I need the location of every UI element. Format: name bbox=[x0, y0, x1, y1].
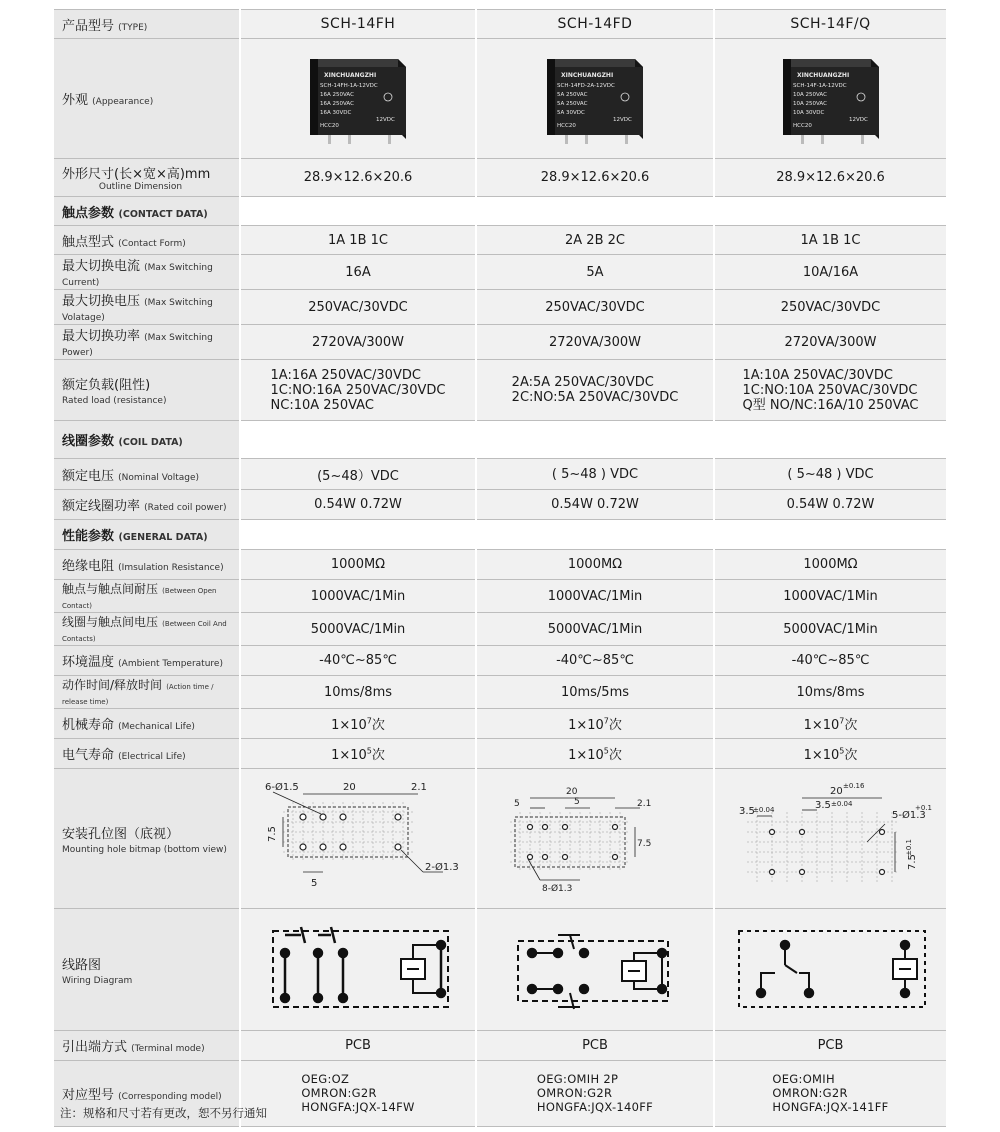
row-contact-form bbox=[54, 226, 946, 255]
svg-text:5A 250VAC: 5A 250VAC bbox=[557, 91, 588, 98]
svg-text:20: 20 bbox=[829, 785, 843, 797]
value: 5000VAC/1Min bbox=[476, 613, 714, 646]
footnote: 注：规格和尺寸若有更改，恕不另行通知 bbox=[60, 1106, 267, 1120]
row-nominal-voltage bbox=[54, 459, 946, 490]
svg-text:±0.04: ±0.04 bbox=[830, 799, 852, 808]
row-dimension bbox=[54, 159, 946, 197]
value: 250VAC/30VDC bbox=[240, 290, 476, 325]
row-label: 额定负载(阻性) Rated load (resistance) bbox=[54, 360, 240, 421]
value: -40℃~85℃ bbox=[476, 646, 714, 676]
row-label: 对应型号 (Corresponding model) bbox=[54, 1061, 240, 1127]
wiring-diagram-2 bbox=[476, 909, 714, 1031]
mounting-diagram-2 bbox=[476, 769, 714, 909]
mounting-diagram-1 bbox=[240, 769, 476, 909]
svg-text:HCC20: HCC20 bbox=[320, 122, 339, 129]
value: 2720VA/300W bbox=[476, 325, 714, 360]
row-label: 环境温度 (Ambient Temperature) bbox=[54, 646, 240, 676]
svg-text:16A 250VAC: 16A 250VAC bbox=[320, 100, 354, 107]
row-elec-life bbox=[54, 739, 946, 769]
model-2: SCH-14FD bbox=[476, 10, 714, 39]
row-rated-load bbox=[54, 360, 946, 421]
svg-text:HCC20: HCC20 bbox=[557, 122, 576, 129]
row-label: 触点型式 (Contact Form) bbox=[54, 226, 240, 255]
svg-text:XINCHUANGZHI: XINCHUANGZHI bbox=[796, 71, 849, 79]
section-contact bbox=[54, 197, 946, 226]
row-max-voltage bbox=[54, 290, 946, 325]
value: 0.54W 0.72W bbox=[476, 490, 714, 520]
row-ambient bbox=[54, 646, 946, 676]
value: -40℃~85℃ bbox=[240, 646, 476, 676]
value: 10ms/8ms bbox=[714, 676, 946, 709]
value: 2720VA/300W bbox=[240, 325, 476, 360]
value: 28.9×12.6×20.6 bbox=[240, 159, 476, 197]
svg-text:±0.1: ±0.1 bbox=[904, 838, 913, 856]
svg-text:7.5: 7.5 bbox=[267, 825, 278, 842]
svg-text:12VDC: 12VDC bbox=[613, 116, 632, 123]
row-action-time bbox=[54, 676, 946, 709]
row-mounting bbox=[54, 769, 946, 909]
row-coil-contacts bbox=[54, 613, 946, 646]
value: 250VAC/30VDC bbox=[476, 290, 714, 325]
row-label: 最大切换电流 (Max Switching Current) bbox=[54, 255, 240, 290]
row-label: 额定线圈功率 (Rated coil power) bbox=[54, 490, 240, 520]
section-coil bbox=[54, 421, 946, 459]
row-max-power bbox=[54, 325, 946, 360]
row-label: 线路图 Wiring Diagram bbox=[54, 909, 240, 1031]
value: 5000VAC/1Min bbox=[240, 613, 476, 646]
svg-text:5: 5 bbox=[574, 796, 580, 807]
svg-text:7.5: 7.5 bbox=[637, 838, 652, 849]
value: 1A:16A 250VAC/30VDC 1C:NO:16A 250VAC/30VDC NC:10A 250VAC bbox=[240, 360, 476, 421]
svg-text:+0.1: +0.1 bbox=[914, 803, 932, 812]
value: 10ms/8ms bbox=[240, 676, 476, 709]
value: OEG:OZ OMRON:G2R HONGFA:JQX-14FW bbox=[240, 1061, 476, 1127]
value: 2720VA/300W bbox=[714, 325, 946, 360]
value: PCB bbox=[476, 1031, 714, 1061]
svg-text:20: 20 bbox=[566, 786, 578, 797]
row-label: 最大切换功率 (Max Switching Power) bbox=[54, 325, 240, 360]
value: 5A bbox=[476, 255, 714, 290]
svg-text:10A 250VAC: 10A 250VAC bbox=[792, 100, 827, 107]
model-3: SCH-14F/Q bbox=[714, 10, 946, 39]
row-label: 触点与触点间耐压 (Between Open Contact) bbox=[54, 580, 240, 613]
value: 28.9×12.6×20.6 bbox=[476, 159, 714, 197]
value: PCB bbox=[240, 1031, 476, 1061]
svg-text:XINCHUANGZHI: XINCHUANGZHI bbox=[561, 71, 614, 79]
value: 28.9×12.6×20.6 bbox=[714, 159, 946, 197]
value: $1\times 10^5$次 bbox=[240, 739, 476, 769]
svg-text:2.1: 2.1 bbox=[637, 798, 652, 809]
label-dimension: 外形尺寸(长×宽×高)mm Outline Dimension bbox=[54, 159, 240, 197]
svg-text:10A 250VAC: 10A 250VAC bbox=[792, 91, 827, 98]
value: 2A:5A 250VAC/30VDC 2C:NO:5A 250VAC/30VDC bbox=[476, 360, 714, 421]
svg-text:SCH-14F-1A-12VDC: SCH-14F-1A-12VDC bbox=[792, 82, 847, 89]
svg-text:16A 250VAC: 16A 250VAC bbox=[320, 91, 354, 98]
value: 10ms/5ms bbox=[476, 676, 714, 709]
section-general bbox=[54, 520, 946, 550]
value: 1000VAC/1Min bbox=[240, 580, 476, 613]
relay-photo-2 bbox=[476, 39, 714, 159]
svg-text:5: 5 bbox=[514, 798, 520, 809]
label-appearance: 外观 (Appearance) bbox=[54, 39, 240, 159]
svg-text:±0.16: ±0.16 bbox=[842, 781, 864, 790]
value: 1A 1B 1C bbox=[714, 226, 946, 255]
value: (5~48）VDC bbox=[240, 459, 476, 490]
svg-text:5-Ø1.3: 5-Ø1.3 bbox=[891, 809, 926, 821]
section-label: 性能参数 (GENERAL DATA) bbox=[54, 520, 240, 550]
row-appearance bbox=[54, 39, 946, 159]
svg-text:8-Ø1.3: 8-Ø1.3 bbox=[542, 883, 573, 894]
relay-image bbox=[761, 49, 901, 149]
row-open-contacts bbox=[54, 580, 946, 613]
value: 1000VAC/1Min bbox=[714, 580, 946, 613]
svg-text:2.1: 2.1 bbox=[411, 781, 427, 793]
value: 2A 2B 2C bbox=[476, 226, 714, 255]
relay-photo-1 bbox=[240, 39, 476, 159]
value: 1000MΩ bbox=[476, 550, 714, 580]
value: 0.54W 0.72W bbox=[714, 490, 946, 520]
svg-text:2-Ø1.3: 2-Ø1.3 bbox=[425, 861, 459, 873]
value: 5000VAC/1Min bbox=[714, 613, 946, 646]
value: 1A:10A 250VAC/30VDC 1C:NO:10A 250VAC/30VDC Q型 NO/NC:16A/10 250VAC bbox=[714, 360, 946, 421]
svg-text:5: 5 bbox=[311, 877, 318, 889]
row-label: 机械寿命 (Mechanical Life) bbox=[54, 709, 240, 739]
value: $1\times 10^7$次 bbox=[476, 709, 714, 739]
value: $1\times 10^7$次 bbox=[240, 709, 476, 739]
model-1: SCH-14FH bbox=[240, 10, 476, 39]
label-type: 产品型号 (TYPE) bbox=[54, 10, 240, 39]
row-label: 线圈与触点间电压 (Between Coil And Contacts) bbox=[54, 613, 240, 646]
row-type bbox=[54, 10, 946, 39]
svg-text:10A 30VDC: 10A 30VDC bbox=[792, 109, 824, 116]
value: 10A/16A bbox=[714, 255, 946, 290]
row-label: 额定电压 (Nominal Voltage) bbox=[54, 459, 240, 490]
relay-image bbox=[525, 49, 665, 149]
row-label: 绝缘电阻 (Imsulation Resistance) bbox=[54, 550, 240, 580]
svg-text:5A 250VAC: 5A 250VAC bbox=[557, 100, 588, 107]
relay-image bbox=[288, 49, 428, 149]
svg-text:XINCHUANGZHI: XINCHUANGZHI bbox=[324, 71, 377, 79]
row-insulation bbox=[54, 550, 946, 580]
row-wiring bbox=[54, 909, 946, 1031]
section-label: 线圈参数 (COIL DATA) bbox=[54, 421, 240, 459]
spec-table bbox=[54, 9, 946, 1127]
value: 1000MΩ bbox=[240, 550, 476, 580]
row-terminal bbox=[54, 1031, 946, 1061]
svg-text:HCC20: HCC20 bbox=[792, 122, 812, 129]
row-label: 引出端方式 (Terminal mode) bbox=[54, 1031, 240, 1061]
svg-text:SCH-14FH-1A-12VDC: SCH-14FH-1A-12VDC bbox=[320, 82, 378, 89]
row-mech-life bbox=[54, 709, 946, 739]
value: PCB bbox=[714, 1031, 946, 1061]
value: $1\times 10^7$次 bbox=[714, 709, 946, 739]
relay-photo-3 bbox=[714, 39, 946, 159]
value: 1000MΩ bbox=[714, 550, 946, 580]
svg-text:5A 30VDC: 5A 30VDC bbox=[557, 109, 585, 116]
value: $1\times 10^5$次 bbox=[476, 739, 714, 769]
row-label: 电气寿命 (Electrical Life) bbox=[54, 739, 240, 769]
wiring-diagram-3 bbox=[714, 909, 946, 1031]
value: 250VAC/30VDC bbox=[714, 290, 946, 325]
value: -40℃~85℃ bbox=[714, 646, 946, 676]
value: 16A bbox=[240, 255, 476, 290]
section-label: 触点参数 (CONTACT DATA) bbox=[54, 197, 240, 226]
svg-text:7.5: 7.5 bbox=[906, 853, 918, 870]
value: $1\times 10^5$次 bbox=[714, 739, 946, 769]
value: ( 5~48 ) VDC bbox=[476, 459, 714, 490]
wiring-diagram-1 bbox=[240, 909, 476, 1031]
svg-text:SCH-14FD-2A-12VDC: SCH-14FD-2A-12VDC bbox=[557, 82, 615, 89]
value: ( 5~48 ) VDC bbox=[714, 459, 946, 490]
row-coil-power bbox=[54, 490, 946, 520]
svg-text:3.5: 3.5 bbox=[814, 799, 831, 811]
row-label: 动作时间/释放时间 (Action time / release time) bbox=[54, 676, 240, 709]
value: 0.54W 0.72W bbox=[240, 490, 476, 520]
mounting-diagram-3 bbox=[714, 769, 946, 909]
value: OEG:OMIH 2P OMRON:G2R HONGFA:JQX-140FF bbox=[476, 1061, 714, 1127]
svg-text:6-Ø1.5: 6-Ø1.5 bbox=[265, 781, 299, 793]
row-label: 安装孔位图（底视） Mounting hole bitmap (bottom view) bbox=[54, 769, 240, 909]
row-label: 最大切换电压 (Max Switching Volatage) bbox=[54, 290, 240, 325]
svg-text:12VDC: 12VDC bbox=[376, 116, 395, 123]
value: OEG:OMIH OMRON:G2R HONGFA:JQX-141FF bbox=[714, 1061, 946, 1127]
svg-text:20: 20 bbox=[343, 781, 356, 793]
svg-text:16A 30VDC: 16A 30VDC bbox=[320, 109, 352, 116]
svg-text:12VDC: 12VDC bbox=[848, 116, 868, 123]
value: 1A 1B 1C bbox=[240, 226, 476, 255]
row-max-current bbox=[54, 255, 946, 290]
svg-text:3.5: 3.5 bbox=[738, 805, 755, 817]
value: 1000VAC/1Min bbox=[476, 580, 714, 613]
svg-text:±0.04: ±0.04 bbox=[752, 805, 774, 814]
